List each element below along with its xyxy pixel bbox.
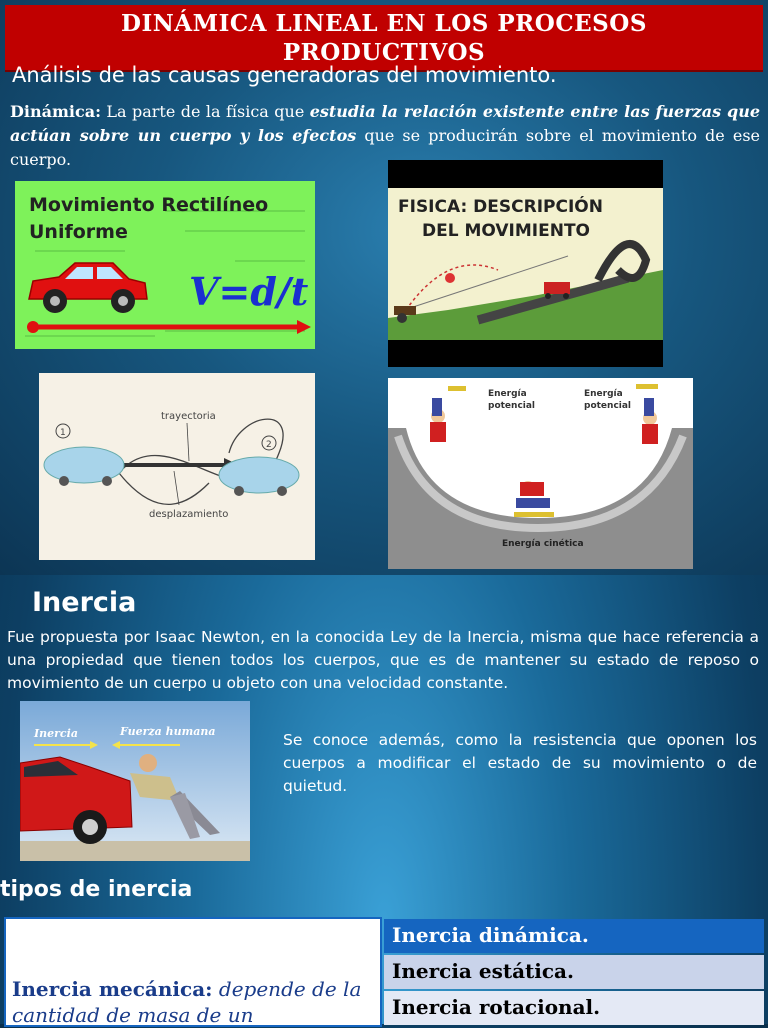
energia-label-left-1: Energía [488,389,527,399]
mecanica-label: Inercia mecánica: [12,977,213,1001]
table-cell-rotacional: Inercia rotacional. [384,991,764,1025]
energia-label-right-1: Energía [584,389,623,399]
slide-title: DINÁMICA LINEAL EN LOS PROCESOS PRODUCTIVOS [121,9,647,66]
inercia-title: Inercia [32,587,137,618]
desplazamiento-label: desplazamiento [149,509,229,520]
slide-inercia [0,575,768,1027]
svg-text:potencial: potencial [584,401,632,411]
push-label-inercia: Inercia [34,727,78,740]
mru-formula: V=d/t [189,269,309,314]
table-cell-mecanica [4,917,382,1027]
mru-title-1: Movimiento Rectilíneo [29,194,269,216]
mecanica-text [12,976,374,1028]
definition-text-2: que se producirán sobre el movimiento de ese cuerpo. [10,126,760,169]
mru-title-2: Uniforme [29,221,128,243]
trayectoria-label: trayectoria [161,411,216,422]
energia-cinetica-label: Energía cinética [502,539,584,549]
dinamica-definition [10,100,760,172]
definition-label: Dinámica: [10,102,101,121]
trayectoria-image [39,373,315,560]
skate-image [388,378,693,569]
svg-text:2: 2 [266,440,272,450]
svg-text:1: 1 [60,428,66,438]
fisica-title-2: DEL MOVIMIENTO [422,221,590,241]
inercia-types-table [4,917,764,1027]
slide-subtitle: Análisis de las causas generadoras del movimiento. [12,63,557,87]
svg-text:potencial: potencial [488,401,536,411]
push-label-fuerza: Fuerza humana [120,725,216,738]
inercia-paragraph: Fue propuesta por Isaac Newton, en la conocida Ley de la Inercia, misma que hace referencia a una propiedad que tienen todos los cuerpos, que es de mantener su estado de reposo o movimiento de un cuerpo u objeto con una velocidad constante. [7,628,759,692]
mecanica-description: depende de la cantidad de masa de un [12,977,362,1027]
table-cell-estatica: Inercia estática. [384,955,764,989]
definition-emphasis: estudia la relación existente entre las fuerzas que actúan sobre un cuerpo y los efectos [10,102,761,145]
fisica-title-1: FISICA: DESCRIPCIÓN [398,197,603,217]
mru-image [15,181,315,349]
definition-text-1: La parte de la física que [100,102,310,121]
table-cell-dinamica: Inercia dinámica. [384,919,764,953]
fisica-image [388,160,663,367]
push-car-image [20,701,250,861]
resistance-text: Se conoce además, como la resistencia que oponen los cuerpos a modificar el estado de su movimiento o de quietud. [283,731,757,795]
types-title: tipos de inercia [0,877,193,902]
